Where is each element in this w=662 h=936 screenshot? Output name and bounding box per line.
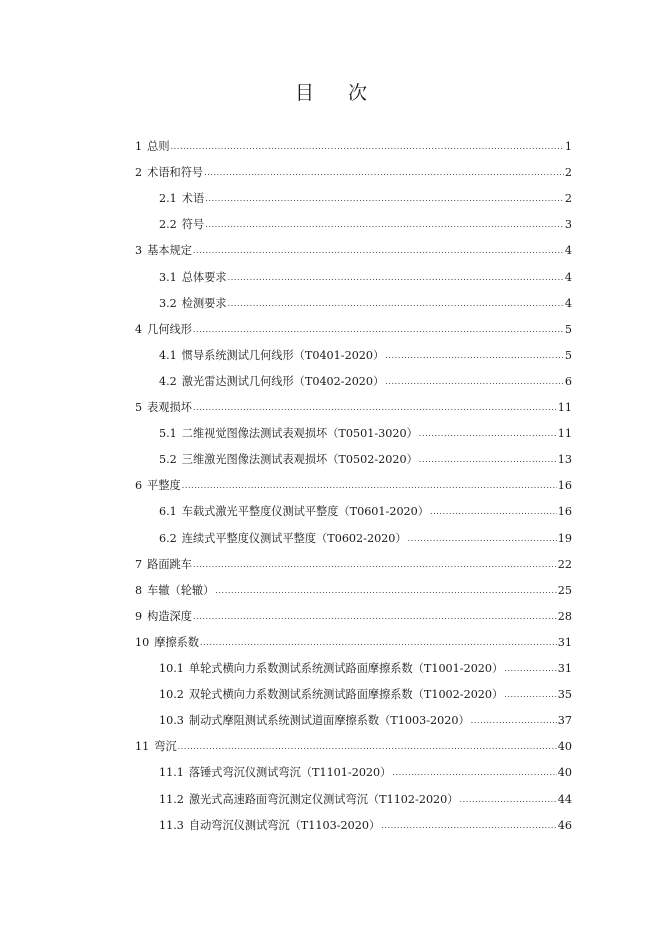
toc-entry-title: 车辙（轮辙） bbox=[147, 583, 215, 597]
dot-leader bbox=[408, 530, 557, 548]
toc-entry-title: 路面跳车 bbox=[147, 557, 192, 571]
toc-entry-title: 几何线形 bbox=[147, 322, 192, 336]
toc-entry-page-number: 2 bbox=[564, 192, 572, 206]
dot-leader bbox=[171, 138, 564, 156]
toc-entry[interactable] bbox=[135, 634, 572, 652]
toc-entry-number: 1 bbox=[135, 140, 143, 153]
toc-entry-number: 11.1 bbox=[159, 766, 184, 780]
dot-leader bbox=[178, 738, 557, 756]
toc-entry-page-number: 4 bbox=[564, 296, 572, 310]
toc-entry-page-number: 40 bbox=[557, 740, 572, 754]
toc-entry-title: 落锤式弯沉仪测试弯沉（T1101-2020） bbox=[188, 766, 392, 780]
dot-leader bbox=[385, 373, 564, 391]
toc-entry-title: 二维视觉图像法测试表观损坏（T0501-3020） bbox=[181, 427, 418, 441]
toc-entry-number: 10.1 bbox=[159, 662, 184, 675]
toc-entry-page-number: 11 bbox=[557, 427, 572, 441]
dot-leader bbox=[471, 712, 557, 730]
toc-entry[interactable] bbox=[159, 686, 572, 704]
dot-leader bbox=[504, 660, 557, 678]
toc-entry-page-number: 6 bbox=[564, 374, 572, 388]
toc-entry-number: 9 bbox=[135, 609, 143, 623]
toc-entry-page-number: 46 bbox=[557, 818, 572, 832]
dot-leader bbox=[430, 503, 557, 521]
toc-entry-number: 11 bbox=[135, 740, 150, 754]
toc-entry[interactable] bbox=[135, 138, 572, 156]
toc-entry-number: 5.1 bbox=[159, 427, 177, 441]
dot-leader bbox=[215, 582, 556, 600]
dot-leader bbox=[228, 269, 564, 287]
dot-leader bbox=[193, 608, 557, 626]
toc-entry-title: 弯沉 bbox=[154, 740, 177, 754]
toc-entry[interactable] bbox=[159, 764, 572, 782]
toc-entry-number: 4.2 bbox=[159, 374, 177, 388]
toc-entry[interactable] bbox=[159, 530, 572, 548]
toc-entry-page-number: 16 bbox=[557, 479, 572, 493]
toc-entry[interactable] bbox=[159, 791, 572, 809]
toc-entry-title: 术语和符号 bbox=[147, 166, 204, 180]
toc-entry-page-number: 4 bbox=[564, 270, 572, 284]
toc-entry-title: 表观损坏 bbox=[147, 401, 192, 414]
toc-entry-number: 3 bbox=[135, 244, 143, 258]
toc-entry-title: 车载式激光平整度仪测试平整度（T0601-2020） bbox=[181, 505, 429, 519]
toc-entry-title: 符号 bbox=[181, 218, 205, 232]
toc-entry-page-number: 4 bbox=[564, 244, 572, 258]
toc-entry[interactable] bbox=[135, 556, 572, 574]
toc-entry-number: 6.1 bbox=[159, 505, 177, 519]
toc-entry-title: 激光式高速路面弯沉测定仪测试弯沉（T1102-2020） bbox=[188, 792, 459, 806]
toc-entry-title: 构造深度 bbox=[147, 609, 192, 623]
toc-entry-page-number: 40 bbox=[557, 766, 572, 780]
toc-entry-page-number: 37 bbox=[557, 714, 572, 728]
toc-entry[interactable] bbox=[159, 660, 572, 678]
toc-entry-page-number: 2 bbox=[564, 166, 572, 180]
toc-entry-number: 2.1 bbox=[159, 192, 177, 206]
toc-entry-title: 自动弯沉仪测试弯沉（T1103-2020） bbox=[188, 818, 381, 832]
dot-leader bbox=[205, 190, 564, 208]
toc-entry-page-number: 16 bbox=[557, 505, 572, 519]
toc-entry-number: 11.2 bbox=[159, 792, 184, 806]
toc-entry-title: 总体要求 bbox=[181, 270, 227, 284]
toc-entry-page-number: 19 bbox=[557, 531, 572, 545]
toc-entry-title: 惯导系统测试几何线形（T0401-2020） bbox=[181, 348, 385, 362]
toc-entry-page-number: 1 bbox=[564, 140, 572, 153]
dot-leader bbox=[193, 242, 564, 260]
toc-entry-title: 术语 bbox=[181, 192, 205, 206]
toc-entry[interactable] bbox=[135, 399, 572, 417]
toc-entry-number: 10.2 bbox=[159, 688, 184, 702]
toc-entry-page-number: 44 bbox=[557, 792, 572, 806]
toc-entry[interactable] bbox=[159, 712, 572, 730]
toc-entry[interactable] bbox=[135, 738, 572, 756]
dot-leader bbox=[419, 425, 557, 443]
page-title: 目 次 bbox=[294, 82, 382, 104]
toc-entry-number: 3.1 bbox=[159, 270, 177, 284]
toc-entry[interactable] bbox=[159, 190, 572, 208]
dot-leader bbox=[193, 321, 564, 339]
toc-entry-number: 6 bbox=[135, 479, 143, 493]
toc-entry[interactable] bbox=[159, 269, 572, 287]
toc-entry[interactable] bbox=[159, 503, 572, 521]
toc-entry-number: 8 bbox=[135, 583, 143, 597]
toc-entry-number: 7 bbox=[135, 557, 143, 571]
toc-entry-page-number: 5 bbox=[564, 322, 572, 336]
toc-entry-title: 总则 bbox=[147, 140, 170, 153]
toc-entry-title: 检测要求 bbox=[181, 296, 227, 310]
toc-entry-title: 摩擦系数 bbox=[154, 635, 200, 649]
toc-entry-page-number: 35 bbox=[557, 688, 572, 702]
toc-entry-number: 4.1 bbox=[159, 348, 177, 362]
toc-entry-page-number: 22 bbox=[557, 557, 572, 571]
toc-entry-page-number: 5 bbox=[564, 348, 572, 362]
toc-entry[interactable] bbox=[159, 347, 572, 365]
toc-entry-title: 激光雷达测试几何线形（T0402-2020） bbox=[181, 374, 385, 388]
toc-entry-number: 5 bbox=[135, 401, 143, 414]
toc-entry[interactable] bbox=[159, 373, 572, 391]
toc-entry-page-number: 13 bbox=[557, 453, 572, 467]
toc-entry-title: 基本规定 bbox=[147, 244, 192, 258]
toc-entry[interactable] bbox=[159, 425, 572, 443]
toc-entry[interactable] bbox=[135, 608, 572, 626]
dot-leader bbox=[385, 347, 564, 365]
toc-entry-number: 3.2 bbox=[159, 296, 177, 310]
dot-leader bbox=[200, 634, 557, 652]
dot-leader bbox=[504, 686, 557, 704]
toc-entry[interactable] bbox=[135, 477, 572, 495]
toc-entry[interactable] bbox=[135, 164, 572, 182]
dot-leader bbox=[228, 295, 564, 313]
toc-entry-number: 6.2 bbox=[159, 531, 177, 545]
toc-entry-number: 2 bbox=[135, 166, 143, 180]
dot-leader bbox=[392, 764, 556, 782]
toc-entry-title: 三维激光图像法测试表观损坏（T0502-2020） bbox=[181, 453, 418, 467]
toc-entry-number: 10.3 bbox=[159, 714, 184, 728]
dot-leader bbox=[381, 817, 557, 835]
toc-entry[interactable] bbox=[159, 216, 572, 234]
toc-entry-page-number: 11 bbox=[557, 401, 572, 414]
toc-entry-title: 连续式平整度仪测试平整度（T0602-2020） bbox=[181, 531, 407, 545]
toc-entry-number: 11.3 bbox=[159, 818, 184, 832]
toc-entry-page-number: 28 bbox=[557, 609, 572, 623]
toc-entry-title: 双轮式横向力系数测试系统测试路面摩擦系数（T1002-2020） bbox=[188, 688, 504, 702]
toc-entry-page-number: 31 bbox=[557, 662, 572, 675]
toc-entry[interactable] bbox=[135, 321, 572, 339]
toc-entry-number: 5.2 bbox=[159, 453, 177, 467]
toc-entry-page-number: 3 bbox=[564, 218, 572, 232]
dot-leader bbox=[204, 164, 564, 182]
toc-entry-title: 平整度 bbox=[147, 479, 181, 493]
toc-entry-page-number: 31 bbox=[557, 635, 572, 649]
dot-leader bbox=[419, 451, 557, 469]
dot-leader bbox=[182, 477, 557, 495]
dot-leader bbox=[193, 556, 557, 574]
toc-entry[interactable] bbox=[159, 295, 572, 313]
toc-entry-title: 单轮式横向力系数测试系统测试路面摩擦系数（T1001-2020） bbox=[188, 662, 504, 675]
dot-leader bbox=[205, 216, 564, 234]
toc-entry[interactable] bbox=[159, 451, 572, 469]
dot-leader bbox=[459, 791, 556, 809]
toc-entry-number: 10 bbox=[135, 635, 150, 649]
toc-entry-page-number: 25 bbox=[557, 583, 572, 597]
toc-entry-title: 制动式摩阻测试系统测试道面摩擦系数（T1003-2020） bbox=[188, 714, 470, 728]
toc-entry[interactable] bbox=[135, 242, 572, 260]
toc-entry[interactable] bbox=[135, 582, 572, 600]
toc-entry-number: 4 bbox=[135, 322, 143, 336]
dot-leader bbox=[193, 399, 557, 417]
toc-entry[interactable] bbox=[159, 817, 572, 835]
toc-entry-number: 2.2 bbox=[159, 218, 177, 232]
